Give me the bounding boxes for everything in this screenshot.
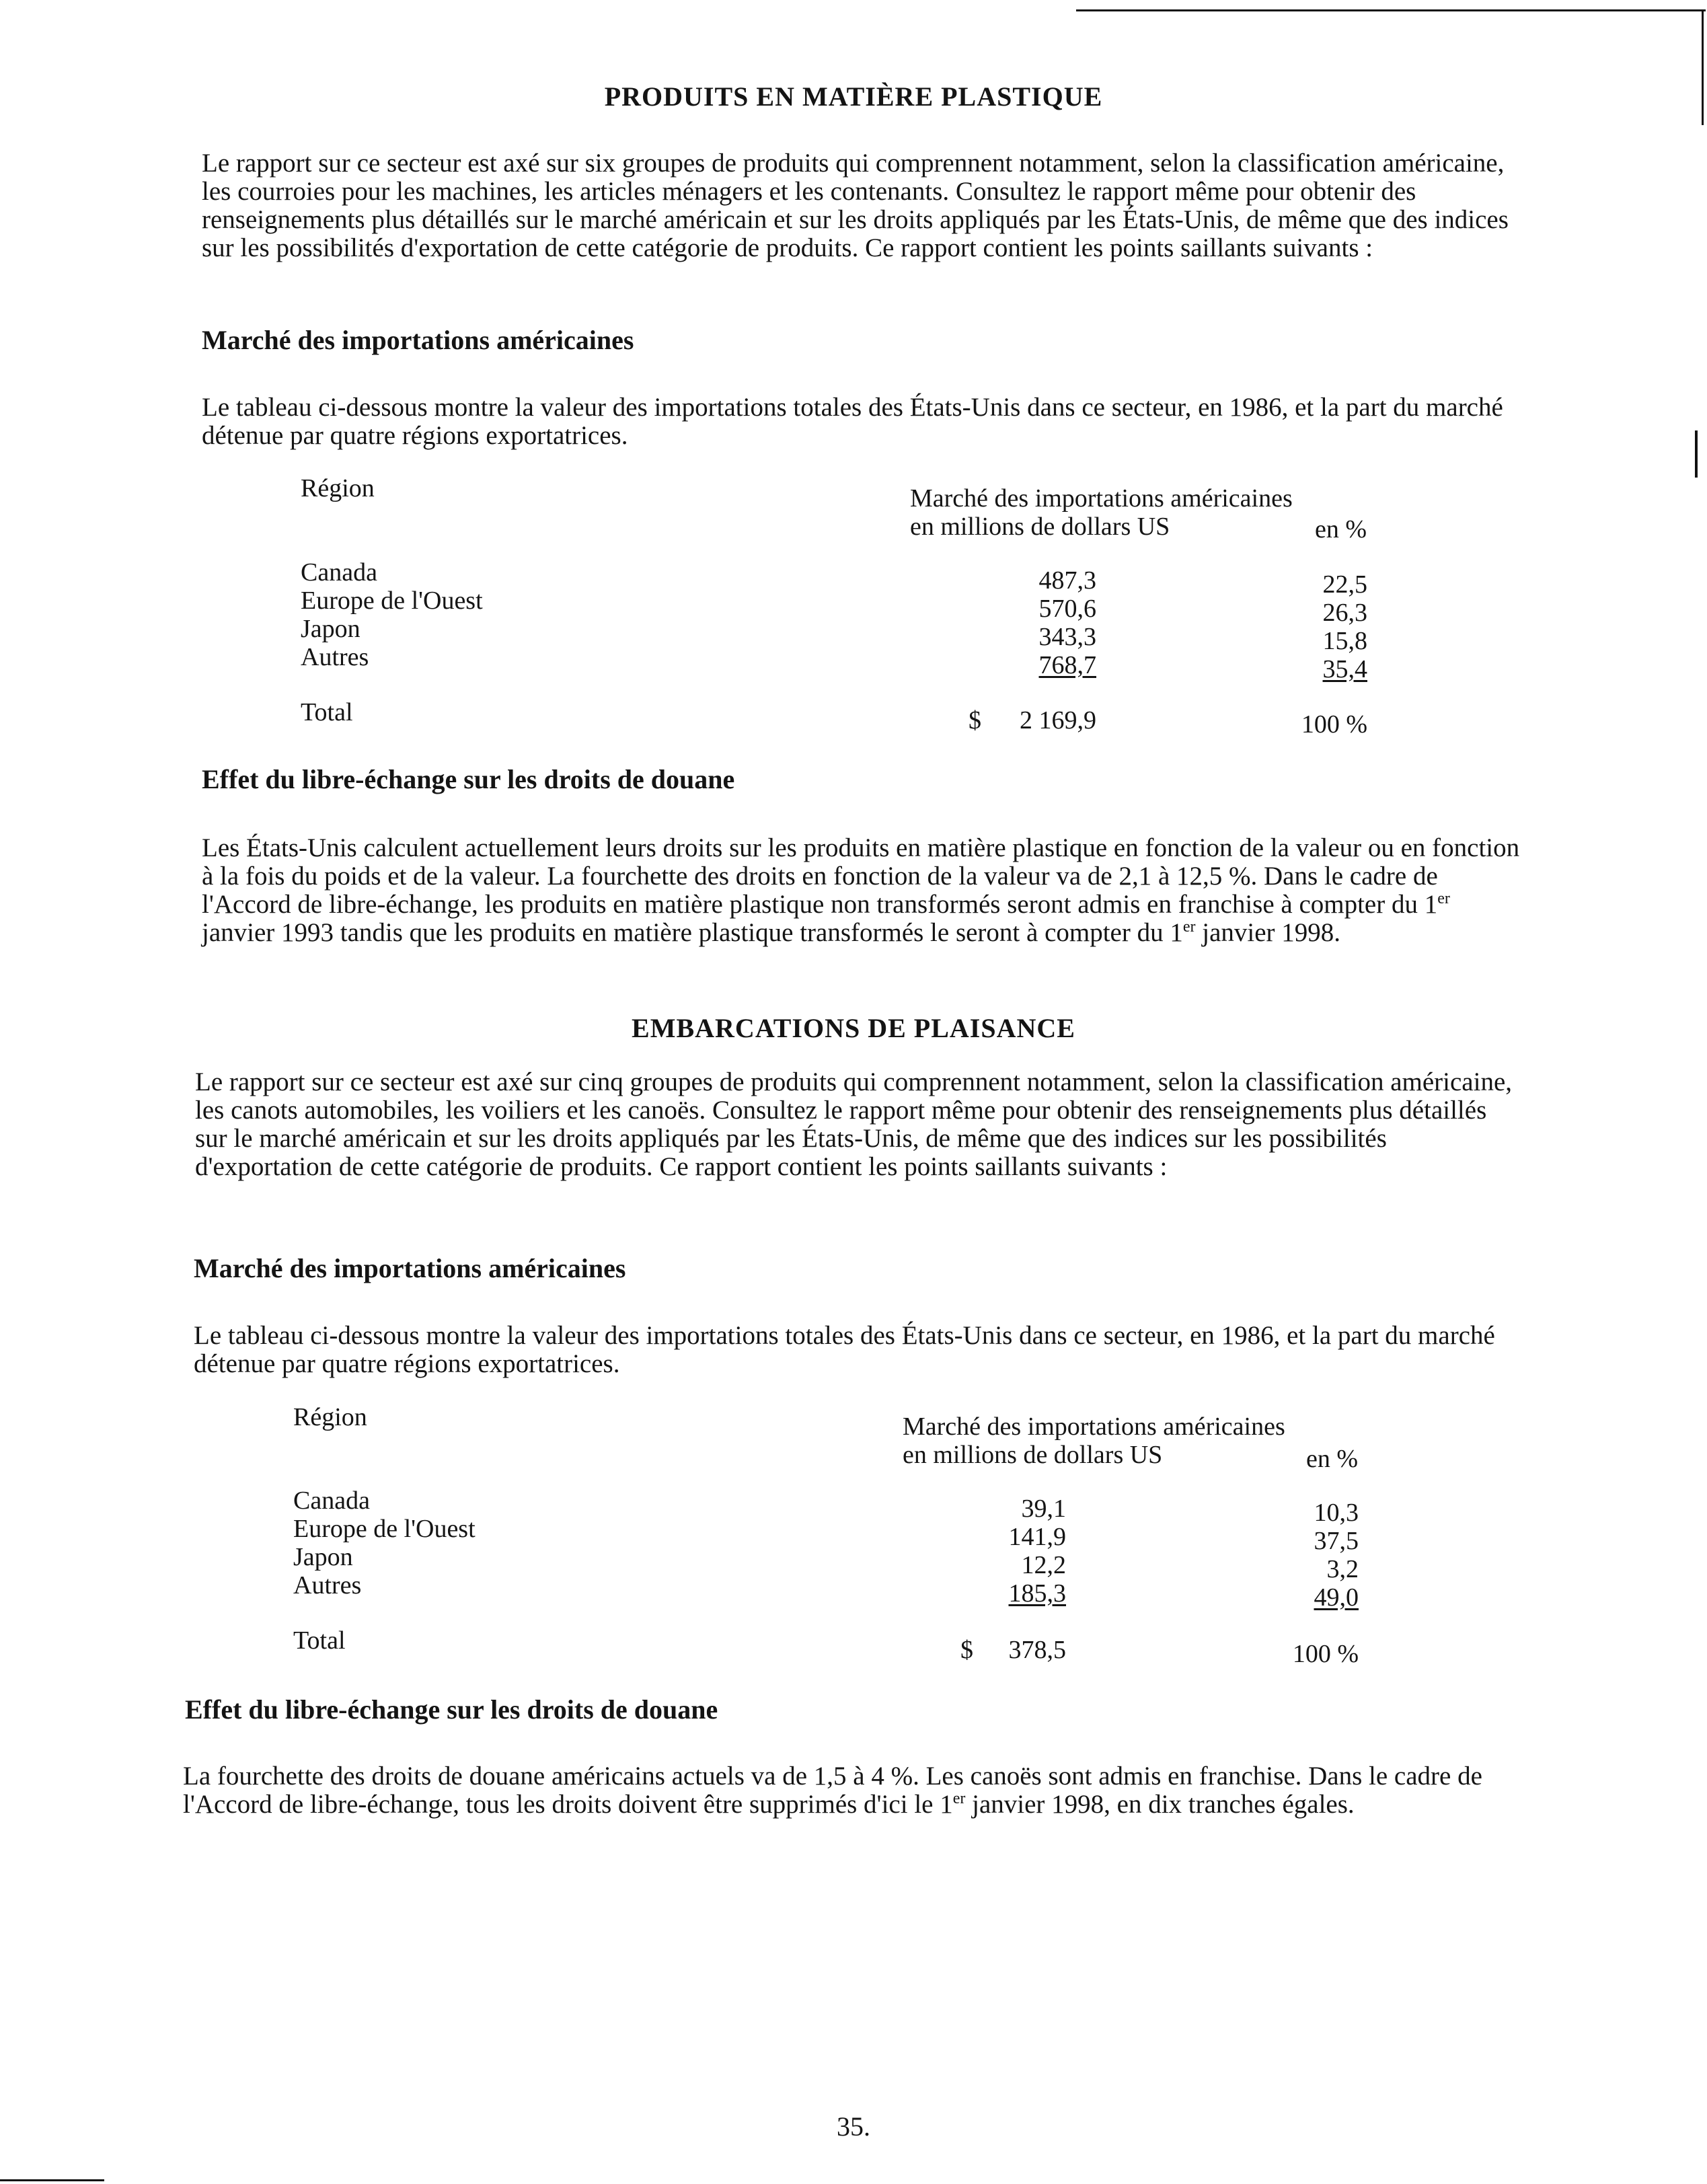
table-row-value: 570,6 bbox=[1038, 595, 1096, 623]
boats-market-heading: Marché des importations américaines bbox=[194, 1253, 626, 1283]
table-row-region: Japon bbox=[293, 1543, 353, 1571]
right-edge-mark bbox=[1695, 430, 1698, 478]
boats-tariff-heading: Effet du libre-échange sur les droits de douane bbox=[185, 1694, 718, 1725]
total-currency: $ bbox=[969, 706, 981, 735]
plastics-tariff-paragraph: Les États-Unis calculent actuellement leurs droits sur les produits en matière plastique en fonction de la valeur ou en fonction à la fois du poids et de la valeur. La fourchette des droits en fonction de la valeur va de 2,1 à 12,5 %. Dans le cadre de l'Accord de libre-échange, les produits en matière plastique non transformés seront admis en franchise à compter du 1er janvier 1993 tandis que les produits en matière plastique transformés le seront à compter du 1er janvier 1998. bbox=[202, 833, 1520, 947]
table-row-value: 39,1 bbox=[1021, 1495, 1066, 1523]
table-row-pct: 37,5 bbox=[1314, 1527, 1359, 1555]
table-row-value: 12,2 bbox=[1021, 1551, 1066, 1579]
section-title-plastics: PRODUITS EN MATIÈRE PLASTIQUE bbox=[604, 81, 1103, 112]
table-row-region: Autres bbox=[293, 1571, 362, 1599]
top-rule bbox=[1076, 9, 1706, 11]
col-header-market-line2: en millions de dollars US bbox=[910, 513, 1170, 541]
col-header-market-line1: Marché des importations américaines bbox=[903, 1413, 1285, 1441]
table-row-pct: 22,5 bbox=[1322, 570, 1367, 599]
table-row-value: 185,3 bbox=[1008, 1579, 1066, 1608]
plastics-market-heading: Marché des importations américaines bbox=[202, 325, 634, 355]
table-row-region: Europe de l'Ouest bbox=[301, 587, 483, 615]
table-row-pct: 15,8 bbox=[1322, 627, 1367, 655]
table-row-pct: 49,0 bbox=[1314, 1583, 1359, 1612]
table-row-pct: 10,3 bbox=[1314, 1499, 1359, 1527]
table-row-value: 768,7 bbox=[1038, 651, 1096, 679]
boats-market-paragraph: Le tableau ci-dessous montre la valeur des importations totales des États-Unis dans ce secteur, en 1986, et la part du marché détenue par quatre régions exportatrices. bbox=[194, 1321, 1495, 1378]
table-row-pct: 26,3 bbox=[1322, 599, 1367, 627]
total-label: Total bbox=[293, 1626, 346, 1655]
table-row-region: Autres bbox=[301, 643, 369, 671]
plastics-intro-paragraph: Le rapport sur ce secteur est axé sur six groupes de produits qui comprennent notamment, selon la classification américaine, les courroies pour les machines, les articles ménagers et les contenants. Consultez le rapport même pour obtenir des renseignements plus détaillés sur le marché américain et sur les droits appliqués par les États-Unis, de même que des indices sur les possibilités d'exportation de cette catégorie de produits. Ce rapport contient les points saillants suivants : bbox=[202, 149, 1509, 262]
plastics-market-paragraph: Le tableau ci-dessous montre la valeur des importations totales des États-Unis dans ce secteur, en 1986, et la part du marché détenue par quatre régions exportatrices. bbox=[202, 393, 1503, 450]
page-number: 35. bbox=[837, 2111, 870, 2142]
total-pct: 100 % bbox=[1301, 710, 1367, 739]
table-row-region: Canada bbox=[293, 1486, 370, 1515]
table-row-region: Europe de l'Ouest bbox=[293, 1515, 476, 1543]
section-title-boats: EMBARCATIONS DE PLAISANCE bbox=[632, 1013, 1075, 1043]
table-row-value: 487,3 bbox=[1038, 566, 1096, 595]
col-header-pct: en % bbox=[1306, 1445, 1359, 1473]
table-row-pct: 3,2 bbox=[1326, 1555, 1359, 1583]
col-header-region: Région bbox=[293, 1403, 367, 1431]
bottom-left-rule bbox=[0, 2179, 104, 2181]
table-row-region: Japon bbox=[301, 615, 361, 643]
total-pct: 100 % bbox=[1292, 1640, 1359, 1668]
col-header-market-line2: en millions de dollars US bbox=[903, 1441, 1163, 1469]
col-header-pct: en % bbox=[1315, 515, 1367, 543]
table-row-pct: 35,4 bbox=[1322, 655, 1367, 683]
col-header-market-line1: Marché des importations américaines bbox=[910, 484, 1293, 513]
boats-tariff-paragraph: La fourchette des droits de douane américains actuels va de 1,5 à 4 %. Les canoës sont admis en franchise. Dans le cadre de l'Accord de libre-échange, tous les droits doivent être supprimés d'ici le 1er janvier 1998, en dix tranches égales. bbox=[183, 1762, 1482, 1819]
total-value: 378,5 bbox=[1008, 1636, 1066, 1664]
plastics-tariff-heading: Effet du libre-échange sur les droits de douane bbox=[202, 764, 735, 794]
total-currency: $ bbox=[960, 1636, 973, 1664]
col-header-region: Région bbox=[301, 474, 375, 502]
table-row-value: 141,9 bbox=[1008, 1523, 1066, 1551]
total-label: Total bbox=[301, 698, 353, 726]
table-row-value: 343,3 bbox=[1038, 623, 1096, 651]
boats-intro-paragraph: Le rapport sur ce secteur est axé sur cinq groupes de produits qui comprennent notamment, selon la classification américaine, les canots automobiles, les voiliers et les canoës. Consultez le rapport même pour obtenir des renseignements plus détaillés sur le marché américain et sur les droits appliqués par les États-Unis, de même que des indices sur les possibilités d'exportation de cette catégorie de produits. Ce rapport contient les points saillants suivants : bbox=[195, 1067, 1512, 1181]
table-row-region: Canada bbox=[301, 558, 377, 587]
total-value: 2 169,9 bbox=[1020, 706, 1096, 735]
